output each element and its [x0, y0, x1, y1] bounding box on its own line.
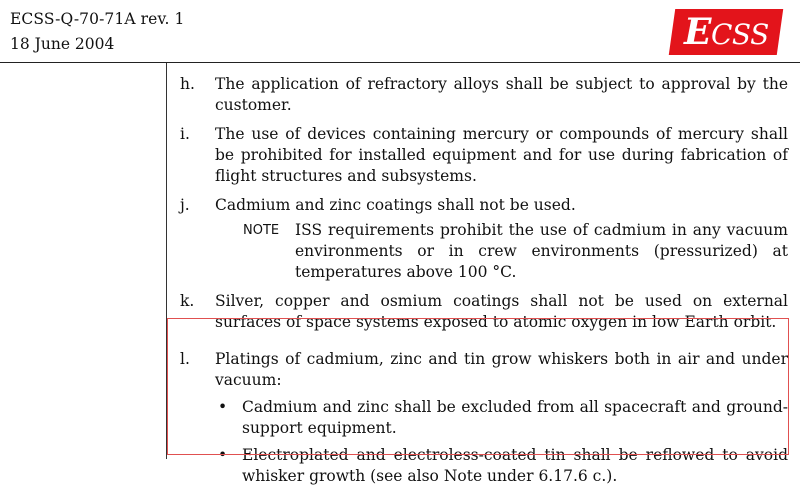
bullet-text: Electroplated and electroless-coated tin shall be reflowed to avoid whisker growth (see also Note under 6.17.6 c.). — [242, 446, 788, 485]
item-text: The use of devices containing mercury or compounds of mercury shall be prohibited for installed equipment and for use during fabrication of flight structures and subsystems. — [215, 125, 788, 185]
logo-text: ECSS — [683, 11, 769, 53]
item-text: The application of refractory alloys shall be subject to approval by the customer. — [215, 75, 788, 114]
item-text: Platings of cadmium, zinc and tin grow whiskers both in air and under vacuum: — [215, 350, 788, 389]
header-divider — [0, 62, 800, 63]
requirement-i — [178, 124, 788, 187]
requirement-j — [178, 195, 788, 283]
item-letter: i. — [180, 125, 190, 143]
note-text: ISS requirements prohibit the use of cadmium in any vacuum environments or in crew environments (pressurized) at temperatures above 100 °C. — [295, 221, 788, 281]
note — [178, 220, 788, 283]
item-letter: h. — [180, 75, 195, 93]
item-text: Silver, copper and osmium coatings shall not be used on external surfaces of space systems exposed to atomic oxygen in low Earth orbit. — [215, 292, 788, 331]
item-text: Cadmium and zinc coatings shall not be used. — [215, 196, 576, 214]
ecss-logo — [669, 9, 783, 55]
item-letter: l. — [180, 350, 190, 368]
note-label: NOTE — [243, 223, 280, 238]
document-id: ECSS-Q-70-71A rev. 1 — [10, 10, 185, 28]
highlight-box — [167, 318, 789, 455]
requirement-h — [178, 74, 788, 116]
document-date: 18 June 2004 — [10, 35, 115, 53]
item-letter: j. — [180, 196, 190, 214]
bullet-dot: • — [218, 398, 228, 416]
page-header — [0, 0, 800, 62]
bullet-text: Cadmium and zinc shall be excluded from all spacecraft and ground-support equipment. — [242, 398, 788, 437]
item-letter: k. — [180, 292, 195, 310]
bullet-dot: • — [218, 446, 228, 464]
